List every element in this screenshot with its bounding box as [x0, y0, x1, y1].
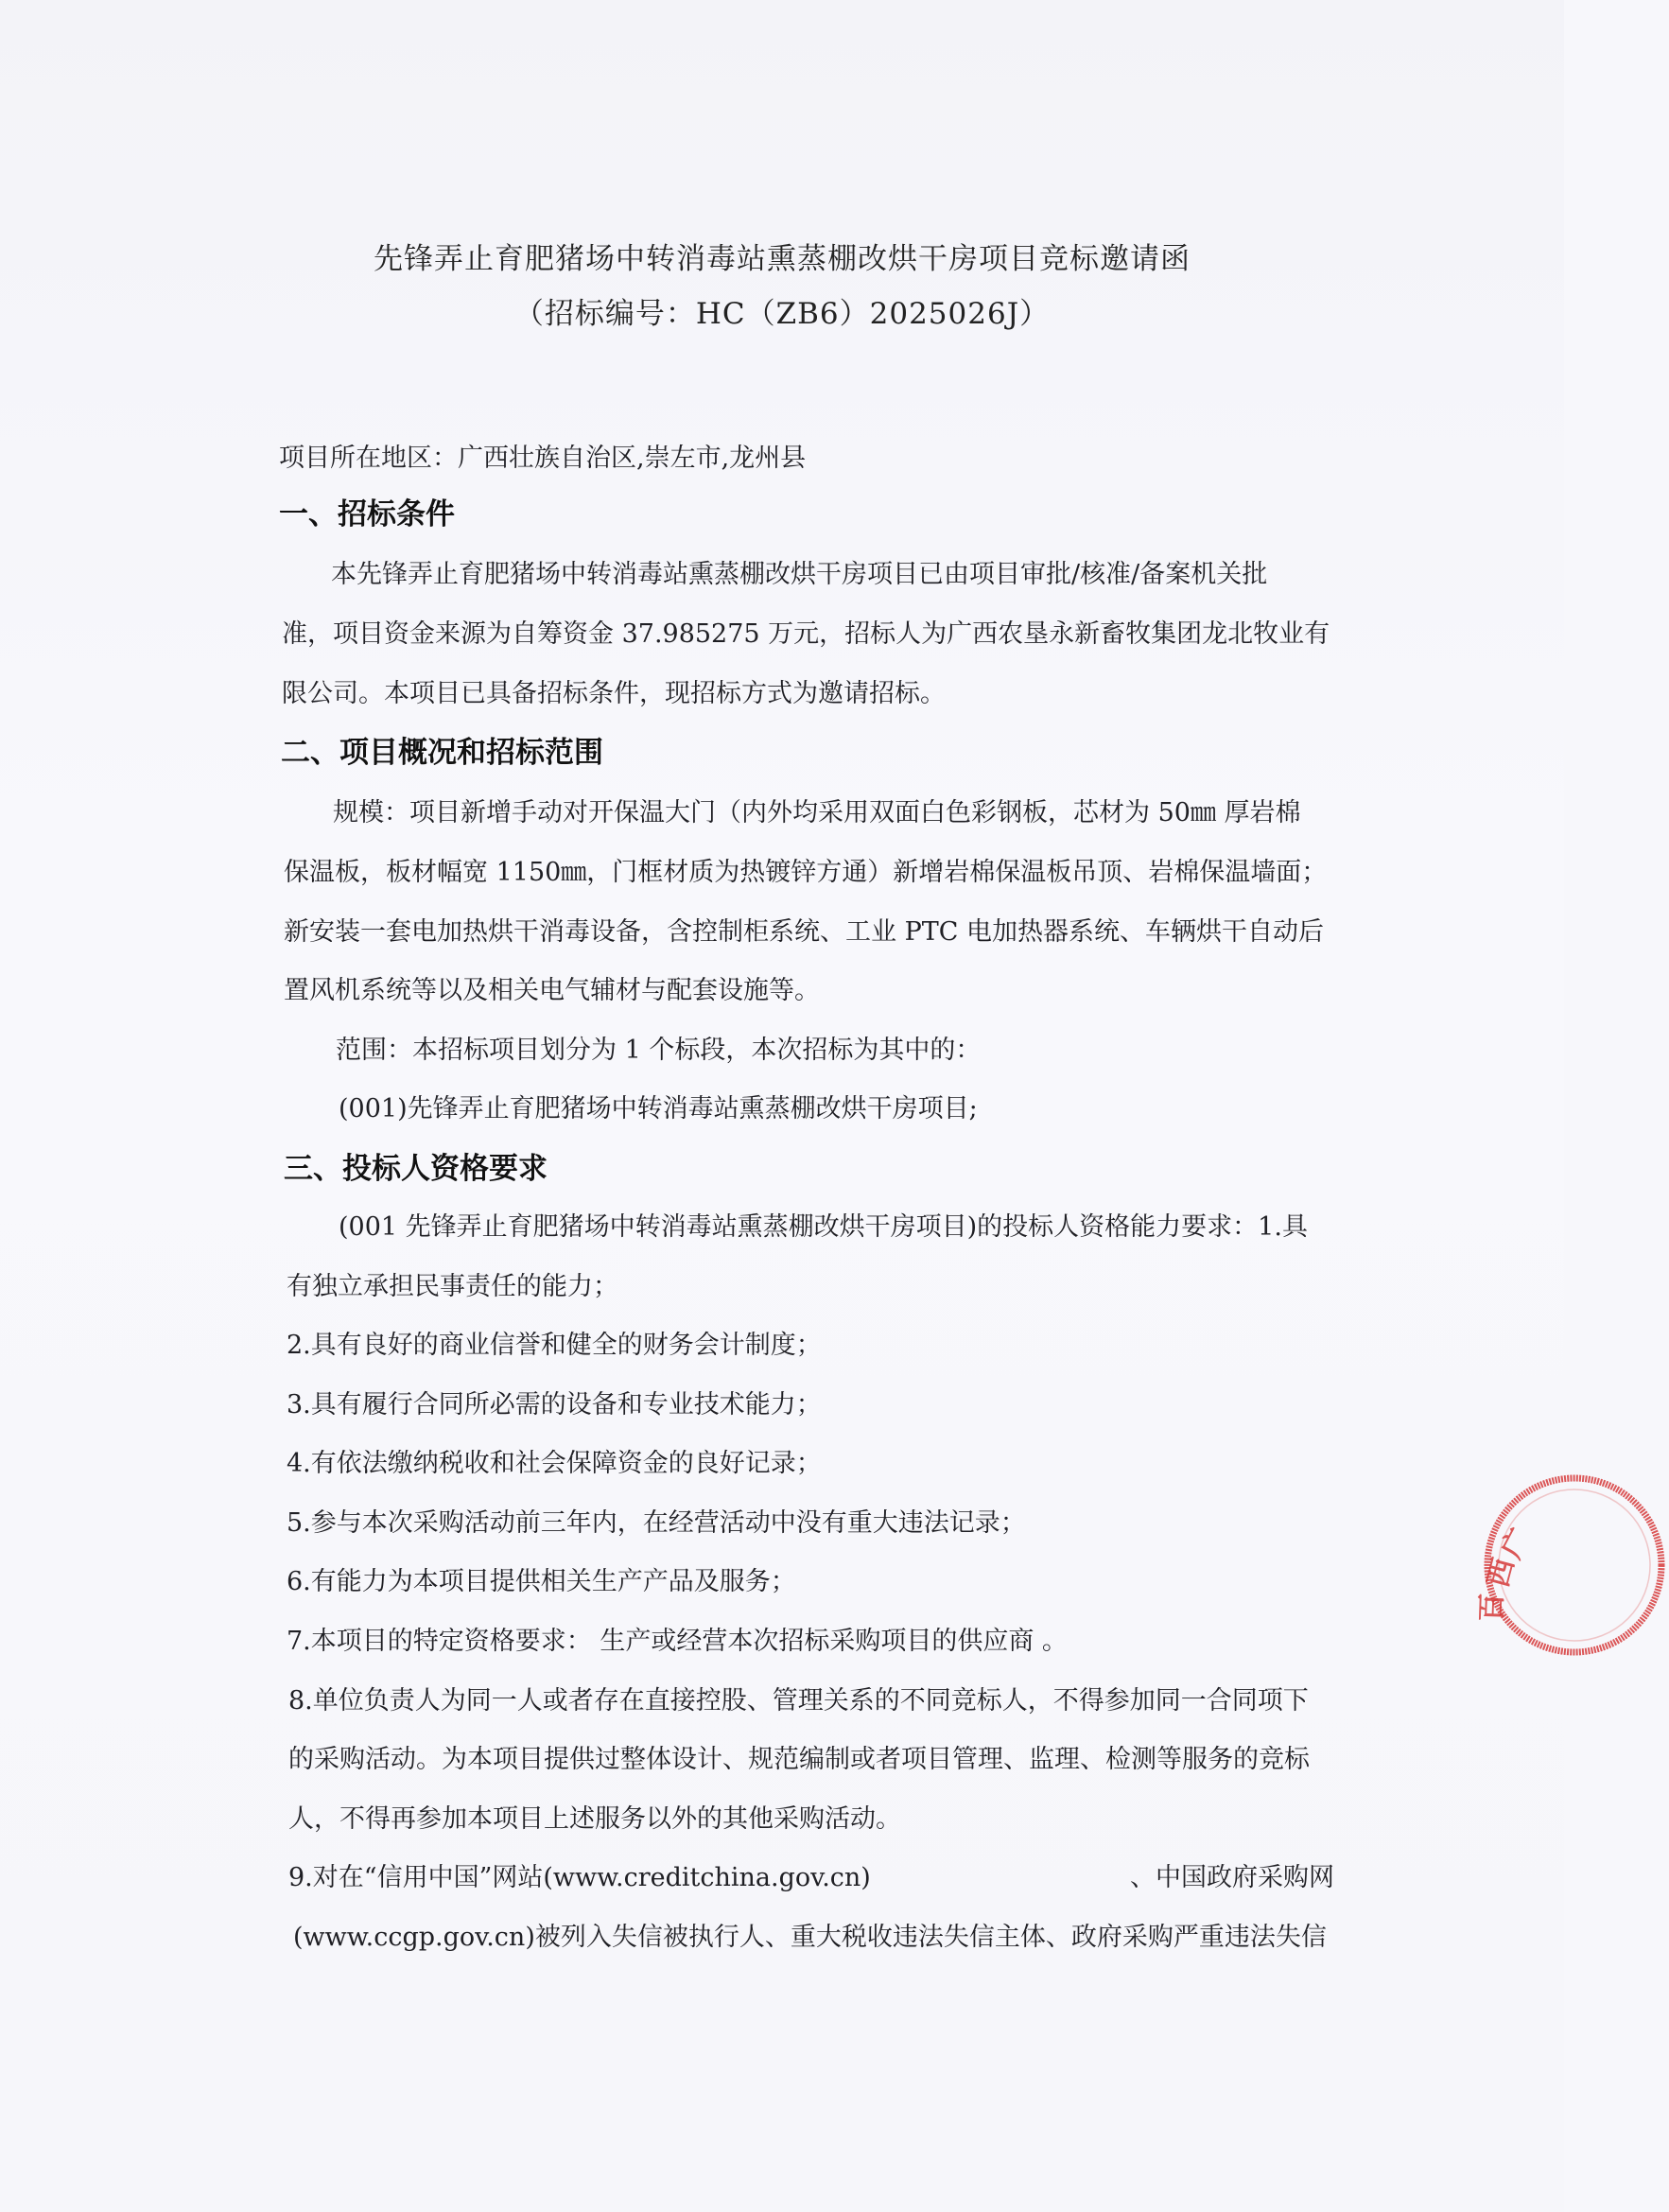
section3-line: 4.有依法缴纳税收和社会保障资金的良好记录； [287, 1449, 822, 1478]
section3-line: 的采购活动。为本项目提供过整体设计、规范编制或者项目管理、监理、检测等服务的竞标 [288, 1745, 1310, 1774]
section-heading-2: 二、项目概况和招标范围 [281, 736, 603, 770]
section2-line: 范围：本招标项目划分为 1 个标段，本次招标为其中的： [336, 1036, 982, 1065]
section3-line: 人，不得再参加本项目上述服务以外的其他采购活动。 [288, 1804, 901, 1834]
section3-line: 9.对在“信用中国”网站(www.creditchina.gov.cn) [288, 1863, 871, 1892]
document-title: 先锋弄止育肥猪场中转消毒站熏蒸棚改烘干房项目竞标邀请函 [374, 242, 1191, 276]
section3-line: 7.本项目的特定资格要求： 生产或经营本次招标采购项目的供应商 。 [287, 1627, 1068, 1656]
project-location: 项目所在地区：广西壮族自治区,崇左市,龙州县 [279, 444, 807, 473]
section2-line: 规模：项目新增手动对开保温大门（内外均采用双面白色彩钢板，芯材为 50㎜ 厚岩棉 [333, 798, 1301, 827]
section2-line: 新安装一套电加热烘干消毒设备，含控制柜系统、工业 PTC 电加热器系统、车辆烘干自动后 [284, 917, 1324, 947]
section3-line: 8.单位负责人为同一人或者存在直接控股、管理关系的不同竞标人，不得参加同一合同项下 [288, 1686, 1309, 1716]
section2-line: (001)先锋弄止育肥猪场中转消毒站熏蒸棚改烘干房项目; [339, 1094, 978, 1123]
section1-line: 本先锋弄止育肥猪场中转消毒站熏蒸棚改烘干房项目已由项目审批/核准/备案机关批 [331, 560, 1268, 589]
svg-text:百: 百 [1475, 1593, 1510, 1623]
section1-line: 限公司。本项目已具备招标条件，现招标方式为邀请招标。 [282, 679, 946, 708]
section1-line: 准，项目资金来源为自筹资金 37.985275 万元，招标人为广西农垦永新畜牧集团龙北牧业有 [282, 619, 1330, 649]
bid-number: （招标编号：HC（ZB6）2025026J） [513, 297, 1051, 331]
section3-line: 5.参与本次采购活动前三年内，在经营活动中没有重大违法记录； [287, 1508, 1026, 1538]
section3-line: 6.有能力为本项目提供相关生产产品及服务； [287, 1567, 796, 1596]
section-heading-3: 三、投标人资格要求 [284, 1152, 548, 1186]
section3-line: 有独立承担民事责任的能力； [287, 1272, 618, 1301]
section3-line: (001 先锋弄止育肥猪场中转消毒站熏蒸棚改烘干房项目)的投标人资格能力要求：1.具 [339, 1212, 1308, 1242]
section3-line: 、中国政府采购网 [1130, 1863, 1334, 1892]
section3-line: 2.具有良好的商业信誉和健全的财务会计制度； [287, 1331, 822, 1360]
section-heading-1: 一、招标条件 [279, 497, 455, 531]
section3-line: (www.ccgp.gov.cn)被列入失信被执行人、重大税收违法失信主体、政府采购严重违法失信 [293, 1923, 1327, 1952]
official-seal-icon [1475, 1471, 1669, 1660]
section2-line: 置风机系统等以及相关电气辅材与配套设施等。 [284, 976, 820, 1005]
section2-line: 保温板，板材幅宽 1150㎜，门框材质为热镀锌方通）新增岩棉保温板吊顶、岩棉保温墙面； [284, 858, 1328, 887]
section3-line: 3.具有履行合同所必需的设备和专业技术能力； [287, 1390, 822, 1420]
svg-text:西: 西 [1481, 1555, 1521, 1592]
svg-text:广: 广 [1495, 1523, 1539, 1564]
